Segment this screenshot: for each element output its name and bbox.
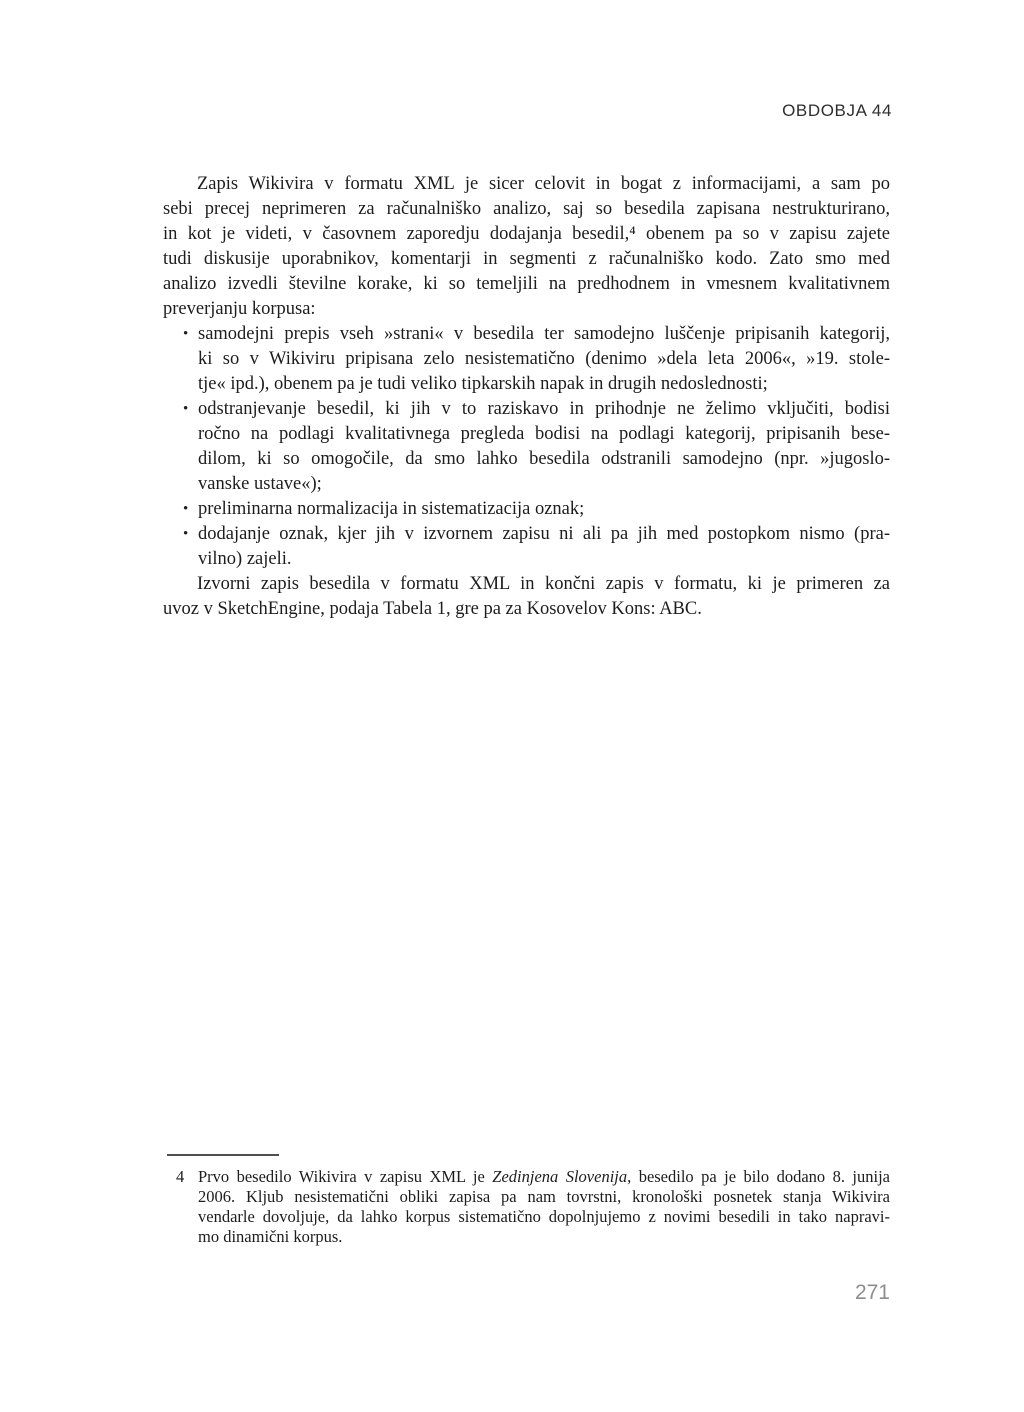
footnote-regular-text: 2006. Kljub nesistematični obliki zapisa pa nam tovrstni, kronološki posnetek stanja Wikivira: [198, 1187, 890, 1206]
text-line: uvoz v SketchEngine, podaja Tabela 1, gre pa za Kosovelov Kons: ABC.: [163, 599, 702, 619]
text-line: ročno na podlagi kvalitativnega pregleda bodisi na podlagi kategorij, pripisanih bese-: [198, 424, 890, 444]
text-line: preverjanju korpusa:: [163, 299, 316, 319]
bullet-item: [163, 397, 890, 497]
page-number: 271: [854, 1281, 890, 1304]
footnote-area: [163, 1154, 890, 1247]
text-line: ki so v Wikiviru pripisana zelo nesistematično (denimo »dela leta 2006«, »19. stole-: [198, 349, 890, 369]
footnote-text: [198, 1167, 890, 1247]
footnote-regular-text: Prvo besedilo Wikivira v zapisu XML je: [198, 1167, 493, 1186]
footnote-line: [198, 1207, 890, 1227]
bullet-item: [163, 497, 890, 522]
text-line: tudi diskusije uporabnikov, komentarji in segmenti z računalniško kodo. Zato smo med: [163, 249, 890, 269]
paragraph: [163, 572, 890, 622]
footnote: [163, 1167, 890, 1247]
footnote-number: 4: [176, 1167, 185, 1186]
bullet-item: [163, 322, 890, 397]
bullet-icon: •: [183, 401, 189, 417]
bullet-icon: •: [183, 326, 189, 342]
text-line: sebi precej neprimeren za računalniško analizo, saj so besedila zapisana nestrukturirano,: [163, 199, 890, 219]
text-line: • preliminarna normalizacija in sistematizacija oznak;: [198, 497, 890, 522]
paragraph: [163, 172, 890, 322]
bullet-icon: •: [183, 526, 189, 542]
body-text: [163, 172, 890, 622]
text-line: • samodejni prepis vseh »strani« v besedila ter samodejno luščenje pripisanih kategorij,: [198, 322, 890, 347]
text-line: Izvorni zapis besedila v formatu XML in končni zapis v formatu, ki je primeren za: [197, 574, 890, 594]
text-line: • dodajanje oznak, kjer jih v izvornem zapisu ni ali pa jih med postopkom nismo (pra-: [198, 522, 890, 547]
text-line: tje« ipd.), obenem pa je tudi veliko tipkarskih napak in drugih nedoslednosti;: [198, 374, 768, 394]
footnote-line: [198, 1187, 890, 1207]
text-line: vanske ustave«);: [198, 474, 322, 494]
running-header: OBDOBJA 44: [782, 101, 892, 120]
text-line: in kot je videti, v časovnem zaporedju dodajanja besedil,⁴ obenem pa so v zapisu zajete: [163, 224, 890, 244]
text-line: vilno) zajeli.: [198, 549, 292, 569]
footnote-regular-text: mo dinamični korpus.: [198, 1227, 343, 1246]
footnote-separator-rule: [167, 1154, 279, 1156]
bullet-icon: •: [183, 501, 189, 517]
text-line: dilom, ki so omogočile, da smo lahko besedila odstranili samodejno (npr. »jugoslo-: [198, 449, 890, 469]
text-line: Zapis Wikivira v formatu XML je sicer celovit in bogat z informacijami, a sam po: [197, 174, 890, 194]
footnote-line: [198, 1227, 890, 1247]
footnote-regular-text: , besedilo pa je bilo dodano 8. junija: [627, 1167, 890, 1186]
text-line: analizo izvedli številne korake, ki so temeljili na predhodnem in vmesnem kvalitativnem: [163, 274, 890, 294]
text-line: • odstranjevanje besedil, ki jih v to raziskavo in prihodnje ne želimo vključiti, bodisi: [198, 397, 890, 422]
footnote-regular-text: vendarle dovoljuje, da lahko korpus sistematično dopolnjujemo z novimi besedili in tako napravi-: [198, 1207, 890, 1226]
footnote-line: [198, 1167, 890, 1187]
bullet-item: [163, 522, 890, 572]
footnote-italic-text: Zedinjena Slovenija: [492, 1167, 628, 1186]
